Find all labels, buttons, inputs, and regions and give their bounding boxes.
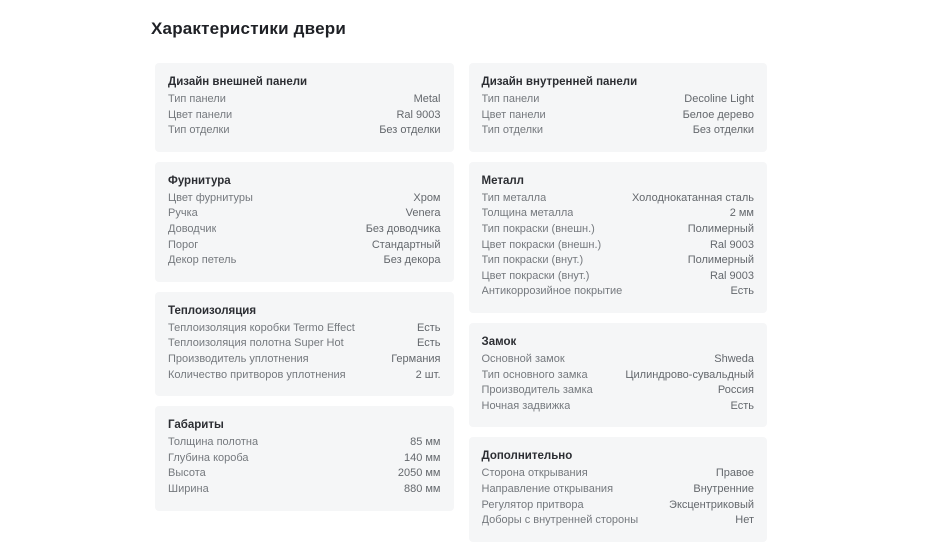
left-column — [155, 63, 454, 511]
spec-card-left-0 — [155, 63, 454, 152]
spec-label: Толщина полотна — [168, 436, 259, 449]
page-title: Характеристики двери — [151, 19, 346, 38]
spec-label: Декор петель — [168, 254, 237, 267]
spec-label: Антикоррозийное покрытие — [481, 285, 623, 298]
spec-row — [168, 238, 441, 254]
card-title: Теплоизоляция — [168, 304, 257, 317]
spec-value: Без декора — [383, 254, 441, 267]
spec-value: 140 мм — [403, 451, 441, 464]
spec-value: Хром — [413, 191, 441, 204]
spec-row — [168, 191, 441, 207]
spec-row — [482, 191, 755, 207]
spec-label: Высота — [168, 467, 206, 480]
spec-value: Есть — [417, 337, 441, 350]
spec-label: Регулятор притвора — [481, 498, 584, 511]
spec-row — [482, 482, 755, 498]
card-title: Габариты — [168, 419, 224, 432]
spec-card-right-2 — [469, 323, 768, 427]
spec-label: Цвет панели — [168, 108, 233, 121]
spec-value: Германия — [391, 352, 441, 365]
spec-label: Ручка — [168, 207, 198, 220]
spec-label: Цвет покраски (внут.) — [481, 269, 590, 282]
spec-value: Без отделки — [379, 124, 441, 137]
spec-value: Venera — [405, 207, 441, 220]
spec-label: Ширина — [168, 482, 209, 495]
spec-label: Тип панели — [481, 93, 540, 105]
spec-label: Толщина металла — [481, 207, 574, 220]
spec-value: Есть — [417, 321, 441, 334]
spec-row — [482, 284, 755, 300]
spec-row — [168, 435, 441, 451]
spec-row — [482, 222, 755, 238]
spec-value: Россия — [717, 384, 754, 397]
spec-row — [482, 238, 755, 254]
spec-row — [482, 466, 755, 482]
spec-row — [482, 498, 755, 514]
spec-value: 2050 мм — [397, 467, 441, 480]
spec-value: Есть — [730, 285, 754, 298]
spec-row — [482, 123, 755, 139]
spec-label: Тип отделки — [481, 124, 543, 137]
spec-row — [482, 269, 755, 285]
spec-row — [482, 92, 755, 108]
spec-label: Доводчик — [168, 222, 217, 235]
spec-row — [168, 206, 441, 222]
spec-row — [168, 336, 441, 352]
spec-label: Тип металла — [481, 191, 547, 204]
spec-label: Доборы с внутренней стороны — [481, 514, 639, 527]
spec-value: Без доводчика — [365, 222, 441, 235]
card-title: Дизайн внутренней панели — [481, 76, 638, 88]
spec-value: Холоднокатанная сталь — [631, 191, 754, 204]
spec-row — [168, 321, 441, 337]
card-title: Металл — [481, 174, 524, 187]
spec-row — [482, 206, 755, 222]
spec-row — [168, 253, 441, 269]
spec-value: Полимерный — [687, 254, 754, 267]
spec-value: 2 мм — [729, 207, 754, 220]
spec-value: Цилиндрово-сувальдный — [625, 368, 754, 381]
spec-value: Полимерный — [687, 222, 754, 235]
spec-card-left-1 — [155, 162, 454, 282]
spec-label: Направление открывания — [481, 482, 614, 495]
spec-row — [482, 108, 755, 124]
spec-row — [482, 383, 755, 399]
spec-value: Metal — [413, 93, 441, 105]
spec-row — [482, 399, 755, 415]
card-title: Дополнительно — [481, 450, 573, 463]
spec-value: 85 мм — [410, 436, 441, 449]
spec-label: Основной замок — [481, 352, 565, 365]
spec-label: Глубина короба — [168, 451, 249, 464]
card-title: Фурнитура — [168, 174, 231, 187]
spec-value: Ral 9003 — [709, 269, 754, 282]
spec-row — [482, 368, 755, 384]
spec-label: Тип отделки — [168, 124, 230, 137]
card-title: Дизайн внешней панели — [168, 76, 308, 88]
spec-row — [168, 451, 441, 467]
spec-value: 880 мм — [403, 482, 441, 495]
spec-row — [168, 482, 441, 498]
spec-row — [168, 222, 441, 238]
spec-row — [482, 253, 755, 269]
spec-label: Цвет панели — [481, 108, 546, 121]
spec-value: Эксцентриковый — [669, 498, 754, 511]
spec-value: Без отделки — [692, 124, 754, 137]
spec-label: Тип покраски (внут.) — [481, 254, 584, 267]
spec-row — [168, 123, 441, 139]
spec-value: Нет — [735, 514, 754, 527]
spec-value: Правое — [715, 467, 754, 480]
spec-row — [168, 368, 441, 384]
spec-label: Тип панели — [168, 93, 226, 105]
spec-columns — [155, 63, 767, 542]
spec-value: Внутренние — [693, 482, 754, 495]
spec-label: Тип основного замка — [481, 368, 588, 381]
spec-card-right-0 — [469, 63, 768, 152]
spec-label: Цвет фурнитуры — [168, 191, 253, 204]
spec-value: Есть — [730, 399, 754, 412]
spec-card-left-2 — [155, 292, 454, 396]
spec-label: Количество притворов уплотнения — [168, 368, 346, 381]
spec-label: Производитель замка — [481, 384, 593, 397]
spec-label: Теплоизоляция коробки Termo Effect — [168, 321, 355, 334]
spec-label: Порог — [168, 238, 199, 251]
spec-value: Decoline Light — [684, 93, 754, 105]
spec-row — [168, 108, 441, 124]
spec-label: Цвет покраски (внешн.) — [481, 238, 602, 251]
spec-row — [482, 352, 755, 368]
spec-value: Стандартный — [371, 238, 441, 251]
right-column — [469, 63, 768, 542]
spec-value: Ral 9003 — [709, 238, 754, 251]
spec-row — [168, 352, 441, 368]
spec-label: Теплоизоляция полотна Super Hot — [168, 337, 344, 350]
spec-label: Производитель уплотнения — [168, 352, 309, 365]
spec-row — [168, 92, 441, 108]
spec-value: Shweda — [714, 352, 754, 365]
spec-label: Сторона открывания — [481, 467, 588, 480]
card-title: Замок — [481, 335, 517, 348]
spec-card-left-3 — [155, 406, 454, 510]
spec-card-right-1 — [469, 162, 768, 313]
spec-value: Ral 9003 — [396, 108, 441, 121]
spec-card-right-3 — [469, 437, 768, 541]
spec-label: Ночная задвижка — [481, 399, 571, 412]
spec-row — [168, 466, 441, 482]
spec-label: Тип покраски (внешн.) — [481, 222, 595, 235]
spec-value: 2 шт. — [415, 368, 441, 381]
spec-row — [482, 513, 755, 529]
spec-value: Белое дерево — [682, 108, 754, 121]
